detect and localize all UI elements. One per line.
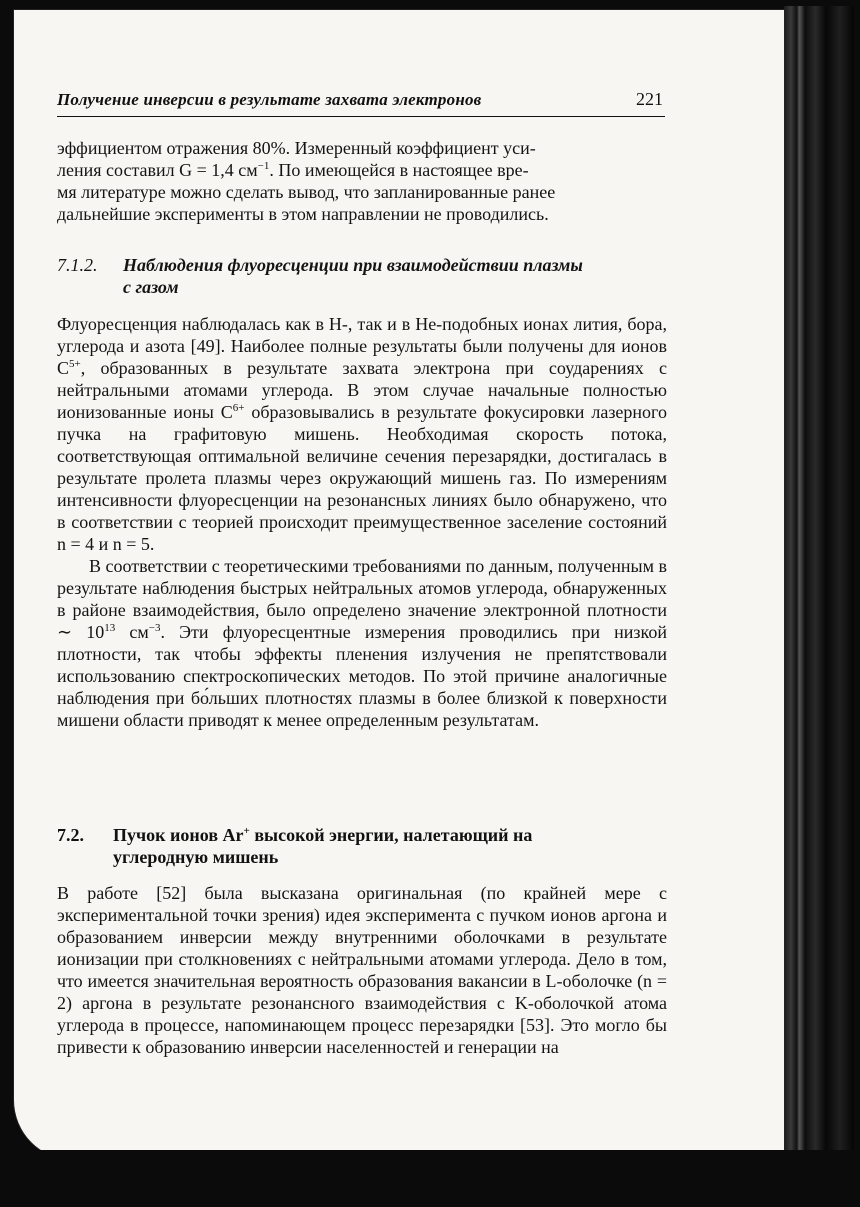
paragraph2-text-c: . Эти флуоресцентные измерения проводились при низкой плотности, так чтобы эффекты пленения излучения не препятствовали использованию спектроскопических методов. По этой причине аналогичные наблюдения при бо́льших плотностях плазмы в более близкой к поверхности мишени области приводят к менее определенным результатам. — [57, 622, 667, 730]
subsection-title-line-1: Наблюдения флуоресценции при взаимодействии плазмы — [123, 255, 583, 275]
subsection-number: 7.1.2. — [57, 255, 98, 275]
paragraph-fluorescence — [57, 313, 667, 731]
section-title-a: Пучок ионов Ar — [113, 825, 244, 845]
subsection-title-line-2: с газом — [123, 277, 179, 297]
paragraph-argon-beam — [57, 882, 667, 1058]
paragraph2-sup-2: −3 — [148, 622, 161, 634]
intro-paragraph — [57, 137, 667, 225]
paragraph2-text-b: см — [115, 622, 149, 642]
subsection-heading — [57, 254, 667, 298]
paragraph1-sup-2: 6+ — [232, 402, 245, 414]
paragraph1-text-c: образовывались в результате фокусировки лазерного пучка на графитовую мишень. Необходимая скорость потока, соответствующая оптимальной величине сечения перезарядки, достигалась в результате пролета плазмы через окружающий мишень газ. По измерениям интенсивности флуоресценции на резонансных линиях было обнаружено, что в соответствии с теорией происходит преимущественное заселение состояний n = 4 и n = 5. — [57, 402, 667, 554]
scan-bottom-shadow — [0, 1150, 860, 1207]
intro-line-4: дальнейшие эксперименты в этом направлении не проводились. — [57, 204, 549, 224]
paragraph3-text: В работе [52] была высказана оригинальная (по крайней мере с экспериментальной точки зрения) идея эксперимента с пучком ионов аргона и образованием инверсии между внутренними оболочками в результате ионизации при столкновениях с нейтральными атомами углерода. Дело в том, что имеется значительная вероятность образования вакансии в L-оболочке (n = 2) аргона в результате резонансного взаимодействия с K-оболочкой атома углерода в процессе, напоминающем процесс перезарядки [53]. Это могло бы привести к образованию инверсии населенностей и генерации на — [57, 883, 667, 1057]
section-title-b: высокой энергии, налетающий на — [249, 825, 533, 845]
paragraph1-text-b: , образованных в результате захвата электрона при соударениях с нейтральными атомами углерода. В этом случае начальные полностью ионизованные ионы C — [57, 358, 667, 422]
intro-line-2: ления составил G = 1,4 $см^{-1}$. По имеющейся в настоящее вре- — [57, 160, 529, 180]
paragraph2-sup-1: 13 — [104, 622, 116, 634]
paragraph1-sup-1: 5+ — [69, 358, 81, 370]
running-title: Получение инверсии в результате захвата электронов — [57, 90, 482, 109]
book-page-edges — [784, 6, 854, 1196]
section-title-sup: + — [243, 825, 250, 837]
page-header — [57, 86, 665, 117]
page-number: 221 — [636, 89, 663, 109]
section-heading — [57, 824, 667, 868]
section-number: 7.2. — [57, 825, 84, 845]
paragraph1-text-a: Флуоресценция наблюдалась как в H-, так и в He-подобных ионах лития, бора, углерода и азота [49]. Наиболее полные результаты были получены для ионов C — [57, 314, 667, 378]
paragraph2-text-a: В соответствии с теоретическими требованиями по данным, полученным в результате наблюдения быстрых нейтральных атомов углерода, обнаруженных в районе взаимодействия, было определено значение электронной плотности ∼ 10 — [57, 556, 667, 642]
intro-line-3: мя литературе можно сделать вывод, что запланированные ранее — [57, 182, 556, 202]
section-title-line-2: углеродную мишень — [113, 847, 279, 867]
intro-line-1: эффициентом отражения 80%. Измеренный коэффициент уси- — [57, 138, 536, 158]
